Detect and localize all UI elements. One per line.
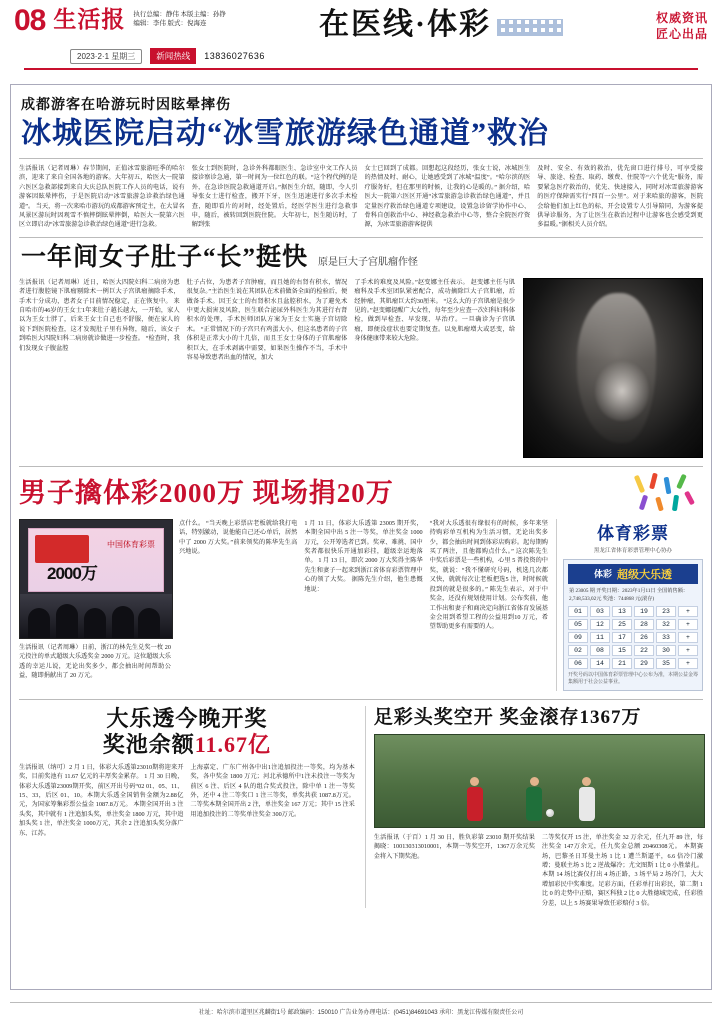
story2-headline: 一年间女子肚子“长”挺快 bbox=[21, 243, 309, 271]
story4 bbox=[19, 706, 355, 908]
ticket-number: 11 bbox=[590, 632, 610, 643]
lottery-col-3: “我对大乐透很有缘很有的时候，多年来坚持购彩单互机构为生活习惯，无论出奖多少，都会抽出时间到体彩店购彩。起每期购买了两注，且他都购点什么。” 这次陈先生中奖后彩票是一些机构，心里 5 普投资的中奖，就说：“我不懂研究号码，机选几次都又快，就就每次让老板把选5 注，时时候就投到的就是很多的。” 陈先生表示，对于中奖金，还没有规划使用计划。公布奖前，他工作出和妻子和商决定向浙江省体育发展基金会用到希望工程的公益用到10 万元，希望帮助更多有需要的人。 bbox=[429, 519, 548, 631]
sidebar-sports-lottery bbox=[556, 519, 703, 691]
story4-col-1: 生活报讯（纳可）2 月 1 日，体彩大乐透第23010期将迎来开奖，目前奖池有 11.67 亿元的丰厚奖金累存。 1 月 30 日晚，体彩大乐透第23009期开奖，前区开出号码“02 01、05、11、15、33，后区 01、10。本期大乐透全国销售金额为2.88亿元，为国家筹集彩票公益金 1087.8万元。 本期全国开出 3 注头奖，其中就有 1 注追加头奖，单注奖金 1800 万元，其中追加头奖 1 注，单注奖金 1000万元，其余 2 注追加头奖分落广东、江苏。 bbox=[19, 763, 184, 837]
section-title-wrap bbox=[234, 8, 648, 42]
ticket-number: 12 bbox=[590, 619, 610, 630]
ticket-number: 23 bbox=[656, 606, 676, 617]
page-number: 08 bbox=[14, 4, 46, 37]
ticket-number: 03 bbox=[590, 606, 610, 617]
story1-col-2: 张女士到医院时，急诊外科都眼医生、急诊室中文工作人员接诊察诊急通，第一时间为一位红色的联。“这个程代例的是外，在急诊医院急救通道开启。”据医生介绍，随即，令人引导张女士进行检查，搬开下牙，医生迅速进行多次手术检查，随即看片的对时，经处置后，经医学医生进行急救事申，随后，被转回到医院住院。 大年初七，医生随访时，了解到张 bbox=[191, 165, 358, 229]
story1-headline: 冰城医院启动“冰雪旅游绿色通道”救治 bbox=[21, 117, 549, 150]
player-body bbox=[467, 787, 483, 821]
award-board-amount: 2000万 bbox=[47, 563, 97, 583]
divider bbox=[19, 158, 703, 159]
story1-body bbox=[19, 164, 703, 230]
ticket-number: 22 bbox=[634, 645, 654, 656]
section-title: 在医线·体彩 bbox=[318, 8, 491, 41]
story2-col-1: 生活报讯（记者周琳）近日，哈医大四院妇科二病房为患者进行腹腔镜下肌瘤剔除术一例巨大子宫肌瘤摘除手术，手术十分成功，患者女子目前情况稳定，正在恢复中。 来自哈市的46岁的王女士1年来肚子越长越大，一开始，家人以为王女士胖了，后来王女士自己也不舒服，便在家人的说下到医院检查，这才发现肚子里有异物，随后，该女子到哈医大四院妇科二病房就诊做进一步检查。 “检查时，我们发现女子腹盆腔 bbox=[19, 278, 180, 352]
story2-col-2: 肚子占位，为患者子宫肿瘤，而且她的右肾有积水，情况很复杂。”主治医生说在其团队在术前做备全面的检验后，便做备手术。因王女士的右肾积水且盆腔积水，为了避免术中更大损害及风险，医生联合泌尿外科医生为其进行右肾积水的处理，手术医师团队方案为王女士实施子宫切除术。 “正常情况下的子宫只有鸡蛋大小，但这名患者的子宫体积是正常大小的十几倍，而且王女士身体的子宫肌瘤体积巨大，在手术剥离中需要，如果医生操作不当，手术中容易导致患者出血的情况，加大 bbox=[186, 278, 348, 362]
story2-subhead: 原是巨大子宫肌瘤作怪 bbox=[318, 256, 419, 268]
page-footer: 社址：哈尔滨市道里区兆麟街1号 邮政编码：150010 广告业务办理电话：(0451)84691043 承印：黑龙江传媒有限责任公司 bbox=[10, 1002, 712, 1016]
masthead-rule bbox=[24, 68, 698, 70]
paper-name: 生活报 bbox=[53, 7, 126, 32]
ticket-number: 25 bbox=[612, 619, 632, 630]
soccer-player-1 bbox=[467, 777, 483, 821]
soccer-player-2 bbox=[526, 777, 542, 821]
soccer-ball bbox=[546, 809, 554, 817]
lottery-photo-block bbox=[19, 519, 171, 691]
lottery-col-1: 点什么。 “当天晚上彩票店老板就给我打电话，特别激动，说他能自己还心单后，居然中了 2000 万大奖。”前来领奖的陈华先生高兴地说。 bbox=[179, 519, 298, 556]
story4-jackpot-amount: 11.67亿 bbox=[194, 731, 272, 757]
ticket-number: 29 bbox=[634, 658, 654, 669]
story2-col-3: 了手术的难度及风险。”赵变娜主任表示。 赵变娜主任与肌瘤科及手术室团队紧密配合，成功摘除巨大子宫肌瘤，后经肿瘤，其肌瘤巨大约30厘米。 “这么大的子宫肌瘤是很少见的。”赵变娜提醒广大女性，每年至少应查一次妇科妇科体检，做到早检查、早发现、早治疗。一旦确诊为子宫肌瘤，即便没症状也要定期复查。以免肌瘤增大或恶变，给身体健康带来较大危险。 bbox=[354, 278, 516, 343]
ticket-number: 09 bbox=[568, 632, 588, 643]
mri-scan-image bbox=[523, 278, 703, 458]
story2-header bbox=[19, 243, 703, 273]
story5-body bbox=[374, 833, 703, 908]
story5-col-1: 生活报讯（于百）1 月 30 日，胜负彩第 23010 期开奖结果揭晓：100130313010001，本期一等奖空开，1367万余元奖金将入下期奖池。 bbox=[373, 833, 535, 860]
lottery-ticket-card bbox=[563, 559, 703, 691]
ticket-number: + bbox=[678, 606, 698, 617]
ticket-footer-note: 开奖号码以中国体育彩票管理中心公布为准，本期公益金筹集额用于社会公益事业。 bbox=[568, 672, 699, 685]
lottery-banner bbox=[19, 466, 703, 513]
content-frame bbox=[10, 84, 712, 990]
story4-headline-line-1: 大乐透今晚开奖 bbox=[106, 705, 268, 731]
masthead-slogan bbox=[656, 6, 708, 42]
confetti-decor bbox=[629, 473, 703, 513]
ticket-number: 33 bbox=[656, 632, 676, 643]
lottery-col-2: 1 月 11 日，体彩大乐透第 23005 期开奖，本期全国中出 5 注一等奖，单注奖金 1000 万元，公开筹选者已到。奖章、难挑、国中奖者都很快乐开通加彩挂，超级幸运地落单。 1 月 13 日，即次 2000 万大奖得主陈华先生和妻子一起来到浙江省体育彩票管理中心的领了大奖。 据陈先生介绍，他生患慨地说： bbox=[304, 519, 423, 593]
ticket-number: 21 bbox=[612, 658, 632, 669]
ticket-brand: 体彩 bbox=[593, 569, 612, 580]
lottery-award-photo bbox=[19, 519, 173, 639]
ticket-number: + bbox=[678, 658, 698, 669]
story2-body bbox=[19, 278, 515, 458]
ticket-number: 06 bbox=[568, 658, 588, 669]
ticket-number: 14 bbox=[590, 658, 610, 669]
story1-col-1: 生活报讯（记者周琳）春节期间，正值冰雪旅游旺季的哈尔滨，迎来了来自全国各地的游客。大年初五，哈医大一院第六医区急救部接到来自大庆总队医院工作人员的电话，说有游客因眩晕摔伤，于是医院启动“冰雪旅游急诊救治绿色通道”。 当天，将一次来哈市游玩的成都游客预定主，在大冒名风景区游玩时因观雪不慎摔倒眩晕摔倒，哈医大一院第六医区立即启动“冰雪旅游急诊救治绿色通道”进行急救。 bbox=[19, 165, 185, 229]
ticket-number: 26 bbox=[634, 632, 654, 643]
ticket-number: 15 bbox=[612, 645, 632, 656]
award-board-brand: 中国体育彩票 bbox=[107, 539, 155, 549]
story4-col-2: 上海嘉定、广东广州各中出1注追加投注一等奖，均为基本奖，各中奖金 1800 万元；河北承德所中1注未投注一等奖为前区 6 注、后区 4 队的组合奖式投注，除中单 1 注一等奖外，还中 4 注二等奖口 1 注三等奖，单奖共获 1087.8万元。 二等奖本期全国开出 2 注，单注奖金 167 万元；其中 15 注采用追加投注的二等奖单注奖金 300万元。 bbox=[190, 763, 355, 818]
ticket-game-name: 超级大乐透 bbox=[617, 568, 672, 581]
player-body bbox=[526, 787, 542, 821]
ticket-number: 02 bbox=[568, 645, 588, 656]
player-head bbox=[582, 777, 591, 786]
ticket-number: 17 bbox=[612, 632, 632, 643]
lottery-banner-headline: 男子擒体彩2000万 现场捐20万 bbox=[19, 477, 394, 508]
story4-body bbox=[19, 763, 355, 838]
ticket-number: 35 bbox=[656, 658, 676, 669]
sidebar-title: 体育彩票 bbox=[597, 523, 669, 543]
ticket-number: 01 bbox=[568, 606, 588, 617]
publication-date: 2023·2·1 星期三 bbox=[70, 49, 142, 64]
ticket-number: 28 bbox=[634, 619, 654, 630]
story5-col-2: 二等奖仅开 15 注，单注奖金 32 万余元，任九开 89 注，每注奖金 147万余元，任九奖金总额 20460308元。 本期赛场，巴黎圣日耳曼主场 1 比 1 遭兰斯逼平，6.6 倍冷门激增；曼联主场 3 比 2 逆战爆冷；尤文图斯 1 比 0 小胜蒙扎。 本期 14 场比赛仅打出 4 场正路，3 场平局 2 场冷门，大大增加彩民中奖难度。足彩方面，任彩单打出彩民，第二期 1 比 0 的走势中正赔，赛区科独 2 比 0 大胜德城完成，任彩胜分差，以上 5 场赛果导致任彩赔付 3 倍。 bbox=[541, 833, 704, 907]
ticket-number: 19 bbox=[634, 606, 654, 617]
ticket-number: 30 bbox=[656, 645, 676, 656]
story5 bbox=[365, 706, 703, 908]
ticket-number: 05 bbox=[568, 619, 588, 630]
story4-headline-line-2-prefix: 奖池余额 bbox=[102, 731, 195, 757]
ticket-number: + bbox=[678, 632, 698, 643]
ticket-draw-info: 第 23005 期 开奖日期：2023年1月11日 全国销售额：2,748,533,02元 奖池：744868 元(滚存) bbox=[569, 587, 689, 602]
divider bbox=[19, 237, 703, 238]
ticket-number: 13 bbox=[612, 606, 632, 617]
ticket-number-grid bbox=[568, 606, 698, 669]
ticket-number: 08 bbox=[590, 645, 610, 656]
story1-shoulder: 成都游客在哈游玩时因眩晕摔伤 bbox=[21, 98, 231, 113]
player-head bbox=[470, 777, 479, 786]
soccer-photo bbox=[374, 734, 705, 828]
ticket-number: 32 bbox=[656, 619, 676, 630]
slogan-line-1: 权威资讯 bbox=[655, 11, 708, 25]
story5-headline: 足彩头奖空开 奖金滚存1367万 bbox=[373, 706, 642, 728]
player-body bbox=[579, 787, 595, 821]
player-head bbox=[530, 777, 539, 786]
hotline-number: 13836027636 bbox=[204, 51, 265, 61]
soccer-player-3 bbox=[579, 777, 595, 821]
hotline-tag: 新闻热线 bbox=[150, 48, 196, 64]
story1-col-3: 女士已回到了成都。回想起这段经历，张女士说，冰城医生的热情及时、耐心，让她感受到了冰城“温度”。“哈尔滨的医疗服务好，但在那里的时候，让我的心是暖的。” 据介绍，哈医大一院第六医区开通“冰雪旅游急诊救治绿色通道”，并且定量医疗救治绿色通道专项建设，设置急诊留学协作中心、骨科自创救治中心、神经救急救治中心等，整合全院医疗资源，为冰雪旅游游客提供 bbox=[364, 165, 531, 229]
lottery-photo-caption: 生活报讯（记者周琳）日前，浙江的林先生兑奖一枚 20 元投注的单式超级大乐透奖金 2000 万元。这位超级大乐透的幸运儿说，无论出奖多少，都会抽出时间帮助公益，随即捐献出了 20 万元。 bbox=[19, 643, 171, 680]
staff-line-2: 编辑：李伟 版式：倪海连 bbox=[133, 20, 207, 27]
lottery-body bbox=[179, 519, 548, 691]
masthead bbox=[0, 0, 722, 78]
photo-crowd bbox=[20, 594, 172, 638]
ticket-number: + bbox=[678, 619, 698, 630]
award-board bbox=[28, 528, 164, 592]
slogan-line-2: 匠心出品 bbox=[655, 27, 708, 41]
halftone-grid-decor bbox=[497, 19, 563, 36]
story4-headline bbox=[19, 706, 355, 758]
staff-line-1: 执行总编：静伟 本版主编：孙铮 bbox=[133, 11, 226, 18]
story1-col-4: 及时、安全、有效的救治，优先窗口进行排号，可享受接导、旅途、检查、取药、缴费、住院等“六个优先”服务，需要紧急医疗救治的，优先、快速接入，同时对冰雪旅游游客的医疗保障需实行“四百一公里”。对于来哈旅的游客，医院会给他们加上红色的标，开会设置专人引导陪同，为游客提供导诊服务，为了让医生在救治过程中让游客也会感受到更多温暖。”据相关人员介绍。 bbox=[537, 165, 703, 229]
ticket-number: + bbox=[678, 645, 698, 656]
staff-credits bbox=[133, 6, 226, 28]
sidebar-subtitle: 黑龙江省体育彩票管理中心协办 bbox=[593, 547, 673, 554]
